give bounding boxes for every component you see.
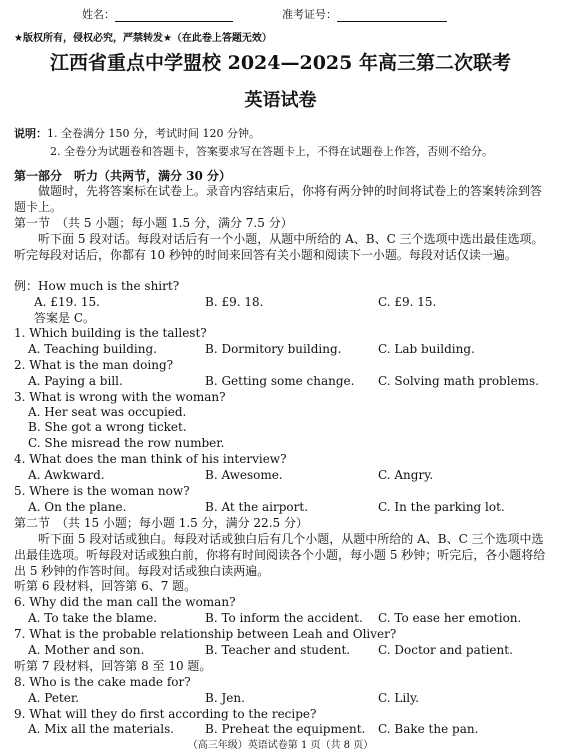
q9-option-b: B. Preheat the equipment. (205, 722, 366, 736)
q4-option-b: B. Awesome. (205, 468, 283, 482)
q5-option-a: A. On the plane. (28, 500, 127, 514)
question-6: 6. Why did the man call the woman? (14, 595, 236, 609)
q3-option-c: C. She misread the row number. (28, 436, 225, 450)
q2-option-a: A. Paying a bill. (28, 374, 123, 388)
example-question: 例：How much is the shirt? (14, 279, 180, 293)
material-6-note: 听第 6 段材料，回答第 6、7 题。 (14, 579, 197, 593)
section2-heading: 第二节 （共 15 小题；每小题 1.5 分，满分 22.5 分） (14, 516, 308, 530)
material-7-note: 听第 7 段材料，回答第 8 至 10 题。 (14, 659, 212, 673)
q6-option-c: C. To ease her emotion. (378, 611, 522, 625)
q6-option-b: B. To inform the accident. (205, 611, 363, 625)
q3-option-b: B. She got a wrong ticket. (28, 420, 187, 434)
exam-number-label: 准考证号： (282, 8, 337, 21)
q8-option-a: A. Peter. (28, 691, 80, 705)
page-footer: （高三年级）英语试卷第 1 页（共 8 页） (187, 740, 374, 751)
section1-intro: 听下面 5 段对话。每段对话后有一个小题，从题中所给的 A、B、C 三个选项中选出最佳选项。听完每段对话后，你都有 10 秒钟的时间来回答有关小题和阅读下一小题。每段对话仅读一遍。 (14, 232, 544, 262)
q7-option-c: C. Doctor and patient. (378, 643, 513, 657)
q1-option-a: A. Teaching building. (28, 342, 157, 356)
q2-option-b: B. Getting some change. (205, 374, 355, 388)
part1-heading: 第一部分 听力（共两节，满分 30 分） (14, 169, 232, 183)
section2-intro: 听下面 5 段对话或独白。每段对话或独白后有几个小题，从题中所给的 A、B、C 三个选项中选出最佳选项。听每段对话或独白前，你将有时间阅读各个小题，每小题 5 秒钟；听完后，各小题将给出 5 秒钟的作答时间。每段对话或独白读两遍。 (14, 532, 546, 578)
q8-option-c: C. Lily. (378, 691, 420, 705)
q9-option-a: A. Mix all the materials. (28, 722, 175, 736)
question-5: 5. Where is the woman now? (14, 484, 190, 498)
q7-option-a: A. Mother and son. (28, 643, 145, 657)
exam-title: 江西省重点中学盟校 2024—2025 年高三第二次联考 (50, 52, 511, 74)
question-7: 7. What is the probable relationship between Leah and Oliver? (14, 627, 397, 641)
question-3: 3. What is wrong with the woman? (14, 390, 226, 404)
question-8: 8. Who is the cake made for? (14, 675, 191, 689)
q1-option-b: B. Dormitory building. (205, 342, 342, 356)
question-1: 1. Which building is the tallest? (14, 326, 207, 340)
question-2: 2. What is the man doing? (14, 358, 174, 372)
name-label: 姓名： (82, 8, 115, 21)
q8-option-b: B. Jen. (205, 691, 245, 705)
q7-option-b: B. Teacher and student. (205, 643, 351, 657)
q2-option-c: C. Solving math problems. (378, 374, 540, 388)
q6-option-a: A. To take the blame. (28, 611, 158, 625)
q3-option-a: A. Her seat was occupied. (28, 405, 187, 419)
question-9: 9. What will they do first according to the recipe? (14, 707, 317, 721)
name-field (82, 8, 233, 22)
instruction-text-1: 1. 全卷满分 150 分，考试时间 120 分钟。 (47, 127, 260, 140)
example-option-c: C. £9. 15. (378, 295, 437, 309)
example-answer: 答案是 C。 (34, 311, 95, 325)
instruction-line-1 (14, 127, 260, 141)
section1-heading: 第一节 （共 5 小题；每小题 1.5 分，满分 7.5 分） (14, 216, 293, 230)
name-blank (115, 10, 233, 22)
example-option-b: B. £9. 18. (205, 295, 264, 309)
subject-title: 英语试卷 (244, 90, 317, 111)
question-4: 4. What does the man think of his interview? (14, 452, 287, 466)
copyright-notice: ★版权所有，侵权必究，严禁转发★（在此卷上答题无效） (14, 33, 272, 44)
part1-intro: 做题时，先将答案标在试卷上。录音内容结束后，你将有两分钟的时间将试卷上的答案转涂到答题卡上。 (14, 184, 543, 214)
exam-number-blank (337, 10, 447, 22)
q4-option-c: C. Angry. (378, 468, 434, 482)
instruction-label: 说明： (14, 127, 47, 140)
example-option-a: A. £19. 15. (34, 295, 100, 309)
q5-option-b: B. At the airport. (205, 500, 309, 514)
q9-option-c: C. Bake the pan. (378, 722, 479, 736)
q4-option-a: A. Awkward. (28, 468, 105, 482)
exam-number-field (282, 8, 447, 22)
q5-option-c: C. In the parking lot. (378, 500, 505, 514)
instruction-line-2: 2. 全卷分为试题卷和答题卡，答案要求写在答题卡上，不得在试题卷上作答，否则不给分。 (50, 145, 493, 158)
q1-option-c: C. Lab building. (378, 342, 475, 356)
